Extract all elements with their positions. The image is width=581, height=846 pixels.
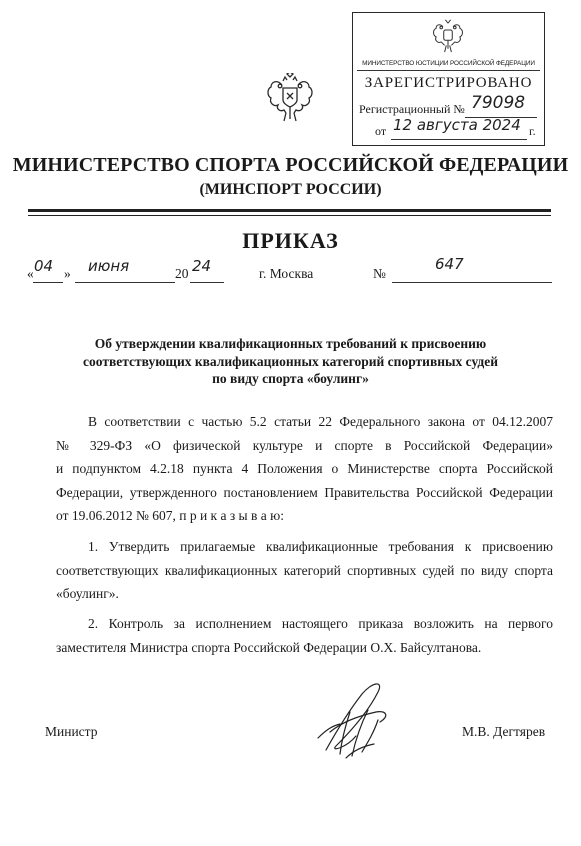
text-line: соответствующих квалификационных категорий спортивных судей по виду спорта bbox=[56, 562, 553, 578]
paragraph-preamble bbox=[56, 410, 553, 528]
stamp-date: 12 августа 2024 bbox=[393, 116, 521, 134]
paragraph-item-2 bbox=[56, 612, 553, 659]
double-headed-eagle-icon bbox=[431, 18, 465, 54]
ministry-name: МИНИСТЕРСТВО СПОРТА РОССИЙСКОЙ ФЕДЕРАЦИИ bbox=[12, 154, 569, 176]
date-month-underline bbox=[75, 282, 175, 283]
stamp-registered-label: ЗАРЕГИСТРИРОВАНО bbox=[364, 75, 533, 91]
text-line: В соответствии с частью 5.2 статьи 22 Федерального закона от 04.12.2007 bbox=[88, 414, 553, 429]
text-line: 1. Утвердить прилагаемые квалификационные требования к присвоению bbox=[88, 539, 553, 554]
signatory-title: Министр bbox=[45, 724, 98, 739]
subject-line: соответствующих квалификационных категорий спортивных судей bbox=[83, 353, 498, 369]
order-number-underline bbox=[392, 282, 552, 283]
city: г. Москва bbox=[259, 266, 314, 281]
ministry-short-name: (МИНСПОРТ РОССИИ) bbox=[199, 181, 382, 198]
text-line: от 19.06.2012 № 607, п р и к а з ы в а ю: bbox=[56, 508, 284, 523]
text-line: и подпунктом 4.2.18 пункта 4 Положения о Министерстве спорта Российской bbox=[56, 461, 553, 476]
order-number: 647 bbox=[435, 255, 464, 273]
handwritten-signature-icon bbox=[306, 672, 398, 764]
stamp-reg-number-label: Регистрационный № bbox=[359, 102, 465, 116]
text-line: «боулинг». bbox=[56, 586, 119, 601]
header-rule-thin bbox=[28, 215, 551, 216]
coat-of-arms-icon bbox=[266, 73, 314, 123]
date-year-underline bbox=[190, 282, 224, 283]
text-line: № 329-ФЗ «О физической культуре и спорте в Российской Федерации» bbox=[56, 437, 553, 453]
text-line: заместителя Министра спорта Российской Федерации О.Х. Байсултанова. bbox=[56, 639, 482, 655]
signatory-name: М.В. Дегтярев bbox=[462, 724, 546, 739]
order-number-label: № bbox=[373, 266, 386, 281]
date-day: 04 bbox=[34, 257, 54, 275]
stamp-ministry-name: МИНИСТЕРСТВО ЮСТИЦИИ РОССИЙСКОЙ ФЕДЕРАЦИИ bbox=[362, 60, 535, 67]
text-line: Федерации, утвержденного постановлением Правительства Российской Федерации bbox=[56, 484, 553, 500]
date-month: июня bbox=[88, 257, 130, 275]
subject-line: Об утверждении квалификационных требований к присвоению bbox=[94, 336, 487, 351]
document-type: ПРИКАЗ bbox=[242, 228, 339, 253]
date-year-prefix: 20 bbox=[175, 266, 189, 281]
date-day-underline bbox=[33, 282, 63, 283]
stamp-divider bbox=[357, 70, 540, 71]
order-subject bbox=[60, 335, 521, 388]
header-rule-thick bbox=[28, 209, 551, 212]
text-line: 2. Контроль за исполнением настоящего приказа возложить на первого bbox=[88, 616, 553, 631]
paragraph-item-1 bbox=[56, 535, 553, 606]
date-year-suffix: 24 bbox=[192, 257, 212, 275]
stamp-reg-number: 79098 bbox=[471, 93, 526, 113]
date-quote-close: » bbox=[64, 266, 71, 281]
stamp-date-underline bbox=[391, 139, 527, 140]
stamp-date-prefix: от bbox=[375, 124, 387, 138]
date-quote-open: « bbox=[27, 266, 34, 281]
registration-stamp bbox=[352, 12, 545, 146]
stamp-date-suffix: г. bbox=[529, 124, 536, 138]
subject-line: по виду спорта «боулинг» bbox=[212, 371, 369, 386]
